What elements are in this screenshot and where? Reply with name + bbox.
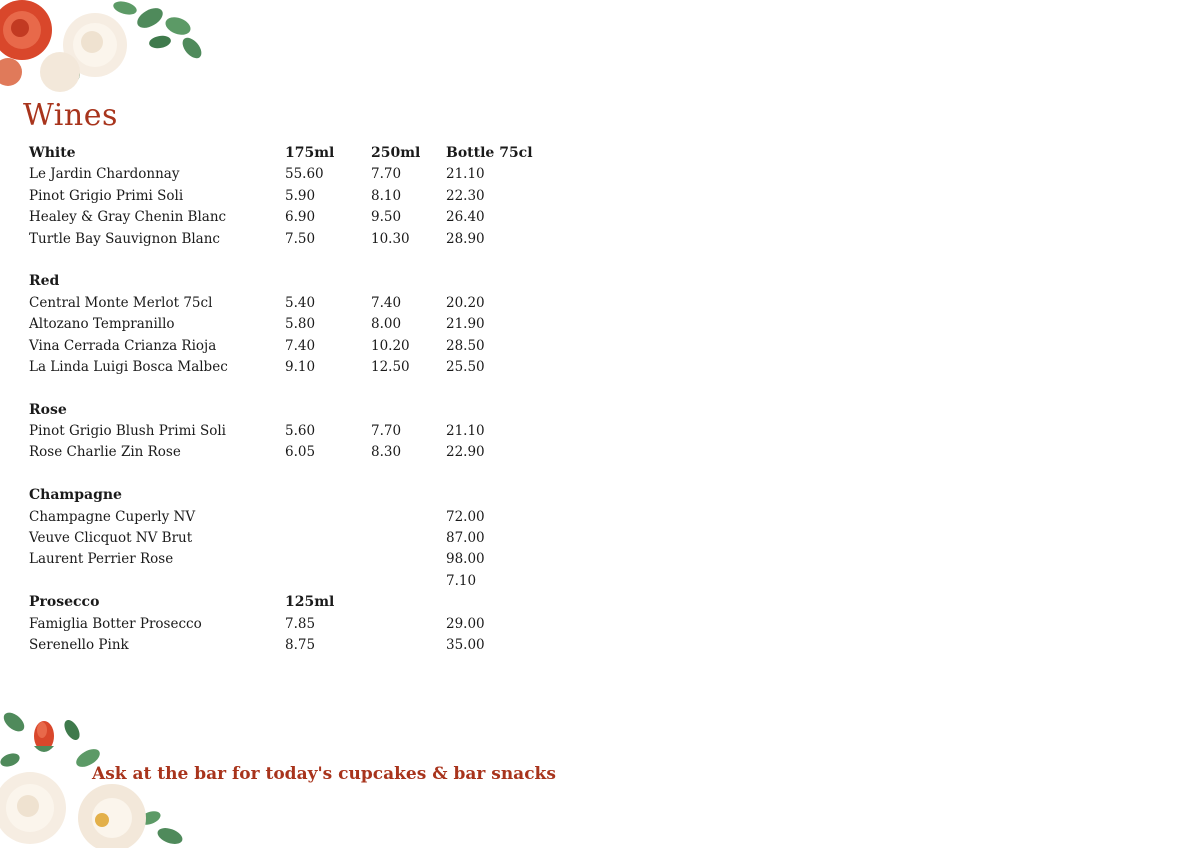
wine-name: Pinot Grigio Primi Soli [29,187,184,204]
price-small: 5.60 [285,423,316,440]
section-header-white [29,143,549,164]
price-large: 7.40 [371,294,402,311]
wine-row [29,507,549,528]
section-heading: Prosecco [29,594,100,611]
wine-name: Famiglia Botter Prosecco [29,615,202,632]
wine-row [29,357,549,378]
price-large: 7.70 [371,423,402,440]
column-250ml: 250ml [371,145,421,161]
wine-row [29,421,549,442]
section-header-red [29,271,549,292]
wine-name: Pinot Grigio Blush Primi Soli [29,423,226,440]
wine-row [29,442,549,463]
price-large: 8.10 [371,187,402,204]
wine-row [29,186,549,207]
price-large: 10.20 [371,337,410,354]
column-175ml: 175ml [285,145,335,161]
cream-rose [40,13,127,92]
price-large: 10.30 [371,230,410,247]
price-large: 12.50 [371,358,410,375]
wine-row [29,293,549,314]
section-heading: Red [29,273,60,290]
column-125ml: 125ml [285,594,335,611]
price-bottle: 20.20 [446,294,485,311]
price-small: 7.50 [285,230,316,247]
wine-row [29,571,549,592]
price-bottle: 35.00 [446,636,485,653]
price-bottle: 87.00 [446,530,485,547]
section-header-champagne [29,485,549,506]
wine-name: Turtle Bay Sauvignon Blanc [29,230,220,247]
price-bottle: 21.10 [446,423,485,440]
wine-name: La Linda Luigi Bosca Malbec [29,358,228,375]
section-heading: Champagne [29,487,122,504]
section-spacer [29,378,549,399]
price-small: 7.85 [285,615,316,632]
wine-name: Le Jardin Chardonnay [29,166,180,183]
wine-name: Central Monte Merlot 75cl [29,294,213,311]
price-large: 8.00 [371,316,402,333]
price-bottle: 28.90 [446,230,485,247]
rosebud [34,721,54,752]
price-bottle: 21.10 [446,166,485,183]
wine-row [29,635,549,656]
price-bottle: 98.00 [446,551,485,568]
wine-name: Serenello Pink [29,636,129,653]
price-small: 6.90 [285,209,316,226]
wine-row [29,207,549,228]
price-small: 9.10 [285,358,316,375]
wine-row [29,164,549,185]
price-small: 55.60 [285,166,324,183]
price-small: 7.40 [285,337,316,354]
price-large: 8.30 [371,444,402,461]
wine-name: Rose Charlie Zin Rose [29,444,181,461]
price-bottle: 22.30 [446,187,485,204]
price-bottle: 26.40 [446,209,485,226]
section-spacer [29,250,549,271]
wine-name: Champagne Cuperly NV [29,508,196,525]
section-header-rose [29,400,549,421]
section-heading: White [29,145,76,161]
price-bottle: 28.50 [446,337,485,354]
price-large: 7.70 [371,166,402,183]
price-small: 5.90 [285,187,316,204]
wine-name: Veuve Clicquot NV Brut [29,530,193,547]
wine-name: Altozano Tempranillo [29,316,175,333]
section-heading: Rose [29,401,67,418]
price-bottle: 7.10 [446,572,477,589]
wine-name: Laurent Perrier Rose [29,551,174,568]
price-bottle: 29.00 [446,615,485,632]
price-large: 9.50 [371,209,402,226]
price-small: 5.80 [285,316,316,333]
price-bottle: 22.90 [446,444,485,461]
price-bottle: 25.50 [446,358,485,375]
wine-row [29,336,549,357]
wine-menu [29,143,549,656]
wine-name: Healey & Gray Chenin Blanc [29,209,227,226]
wine-name: Vina Cerrada Crianza Rioja [29,337,217,354]
price-small: 8.75 [285,636,316,653]
price-bottle: 21.90 [446,316,485,333]
page-title: Wines [23,98,118,133]
wine-row [29,528,549,549]
section-header-prosecco [29,592,549,613]
section-spacer [29,464,549,485]
wine-row [29,229,549,250]
wine-row [29,614,549,635]
price-small: 5.40 [285,294,316,311]
bar-snacks-note: Ask at the bar for today's cupcakes & bar snacks [92,764,556,784]
wine-row [29,314,549,335]
price-bottle: 72.00 [446,508,485,525]
rose-bouquet-top-left-icon [0,0,210,100]
price-small: 6.05 [285,444,316,461]
wine-row [29,549,549,570]
column-bottle: Bottle 75cl [446,145,533,161]
